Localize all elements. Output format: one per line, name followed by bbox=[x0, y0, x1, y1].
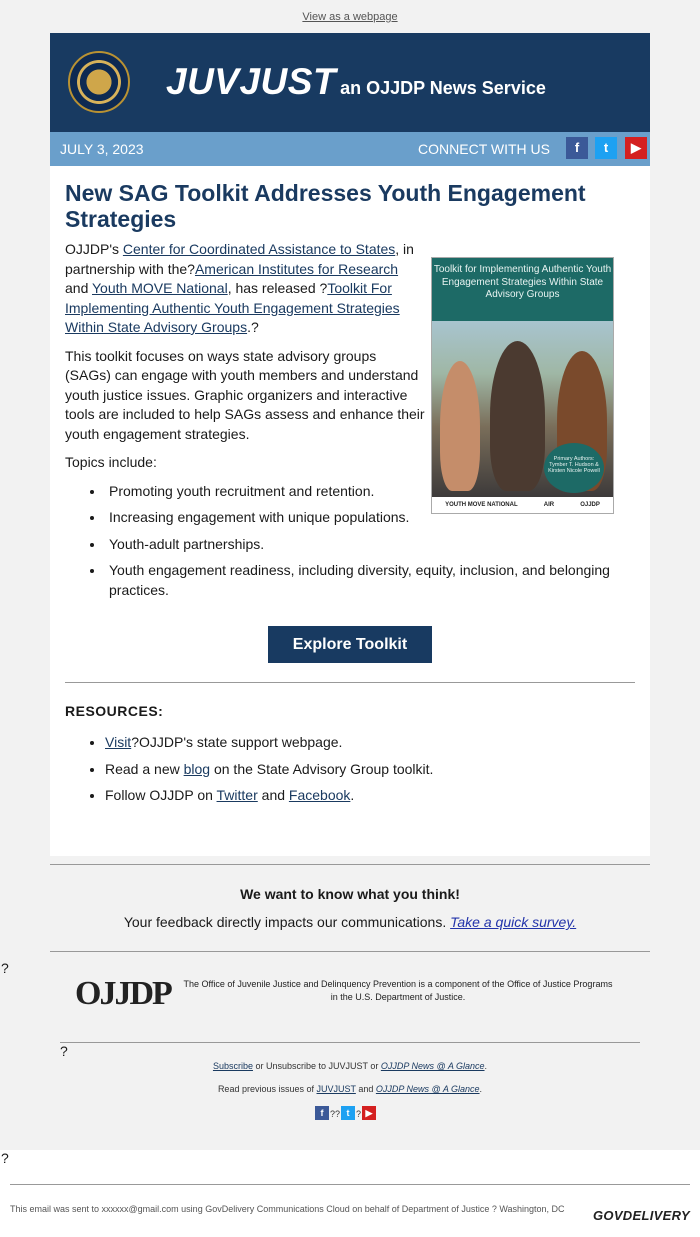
text: and bbox=[257, 787, 289, 803]
list-item bbox=[105, 760, 635, 780]
cover-title: Toolkit for Implementing Authentic Youth Engagement Strategies Within State Advisory Groups bbox=[432, 258, 613, 321]
text: .? bbox=[247, 319, 259, 335]
ojjdp-logo: OJJDP bbox=[75, 975, 171, 1012]
article-title: New SAG Toolkit Addresses Youth Engagement Strategies bbox=[65, 180, 586, 232]
cover-logo: OJJDP bbox=[580, 502, 600, 508]
article bbox=[50, 180, 650, 806]
facebook-link[interactable]: Facebook bbox=[288, 787, 351, 803]
brand-subtitle: an OJJDP News Service bbox=[340, 78, 546, 98]
survey-link[interactable]: Take a quick survey. bbox=[450, 914, 577, 930]
ccas-link[interactable]: Center for Coordinated Assistance to States bbox=[122, 241, 396, 257]
text: , in partnership with the? bbox=[65, 241, 414, 277]
divider bbox=[10, 1184, 690, 1185]
feedback-text bbox=[0, 914, 700, 930]
juvjust-archive-link[interactable]: JUVJUST bbox=[316, 1084, 356, 1094]
text: Read previous issues of bbox=[217, 1084, 317, 1094]
list-item bbox=[105, 733, 635, 753]
cover-person bbox=[490, 341, 545, 491]
cover-logo: AIR bbox=[543, 502, 555, 508]
subscribe-line bbox=[0, 1061, 700, 1071]
explore-toolkit-button[interactable]: Explore Toolkit bbox=[268, 626, 432, 663]
description-paragraph: This toolkit focuses on ways state advisory groups (SAGs) can engage with youth members and understand youth justice issues. Graphic organizers and interactive tools are included to help SAGs assess and enhance their youth engagement strategies. bbox=[65, 347, 425, 442]
doj-seal-icon bbox=[68, 51, 130, 113]
text: . bbox=[350, 787, 355, 803]
twitter-icon[interactable]: t bbox=[341, 1106, 355, 1120]
feedback-title: We want to know what you think! bbox=[240, 886, 460, 902]
text: and bbox=[355, 1084, 376, 1094]
divider bbox=[65, 682, 635, 683]
youth-move-link[interactable]: Youth MOVE National bbox=[92, 280, 228, 296]
toolkit-cover-image[interactable] bbox=[431, 257, 614, 514]
list-item: • Increasing engagement with unique populations. bbox=[105, 508, 645, 528]
divider bbox=[60, 1042, 640, 1043]
blog-link[interactable]: blog bbox=[183, 760, 211, 777]
list-item: • Promoting youth recruitment and retention. bbox=[105, 482, 645, 502]
text: . bbox=[479, 1084, 483, 1094]
brand-title: JUVJUST bbox=[166, 61, 337, 102]
date-bar bbox=[50, 132, 650, 166]
list-item: • Youth engagement readiness, including diversity, equity, inclusion, and belonging practices. bbox=[105, 561, 645, 600]
text: on the State Advisory Group toolkit. bbox=[210, 760, 434, 777]
youtube-icon[interactable]: ▶ bbox=[625, 137, 647, 159]
toolkit-link[interactable]: Toolkit For Implementing Authentic Youth Engagement Strategies Within State Advisory Groups bbox=[65, 280, 400, 335]
cover-logo: YOUTH MOVE NATIONAL bbox=[445, 502, 518, 508]
news-glance-archive-link[interactable]: OJJDP News @ A Glance bbox=[375, 1084, 480, 1094]
list-item bbox=[105, 786, 635, 806]
brand bbox=[166, 61, 546, 103]
header-banner bbox=[50, 33, 650, 132]
issue-date: JULY 3, 2023 bbox=[60, 141, 144, 157]
placeholder-char: ? bbox=[60, 1043, 68, 1059]
placeholder-char: ?? bbox=[330, 1109, 341, 1119]
cover-logos bbox=[432, 497, 613, 513]
text: or Unsubscribe to JUVJUST or bbox=[252, 1061, 381, 1071]
previous-issues-line bbox=[0, 1084, 700, 1094]
sent-notice: This email was sent to xxxxxx@gmail.com using GovDelivery Communications Cloud on behalf of Department of Justice ? Washington, DC bbox=[10, 1204, 565, 1214]
resources-list bbox=[65, 733, 635, 806]
text: OJJDP's bbox=[65, 241, 123, 257]
air-link[interactable]: American Institutes for Research bbox=[194, 260, 399, 277]
footer-band bbox=[0, 1150, 700, 1237]
twitter-icon[interactable]: t bbox=[595, 137, 617, 159]
placeholder-char: ? bbox=[356, 1109, 362, 1119]
subscribe-link[interactable]: Subscribe bbox=[212, 1061, 253, 1071]
text: Read a new bbox=[105, 760, 184, 777]
divider bbox=[50, 951, 650, 952]
twitter-link[interactable]: Twitter bbox=[216, 787, 258, 803]
news-glance-link[interactable]: OJJDP News @ A Glance bbox=[380, 1061, 485, 1071]
text: and bbox=[65, 280, 92, 296]
facebook-icon[interactable]: f bbox=[315, 1106, 329, 1120]
cover-person bbox=[440, 361, 480, 491]
view-as-webpage bbox=[0, 11, 700, 23]
ojjdp-description: The Office of Juvenile Justice and Delinquency Prevention is a component of the Office of Justice Programs in the U.S. Department of Justice. bbox=[183, 979, 613, 1002]
list-item: • Youth-adult partnerships. bbox=[105, 535, 645, 555]
resources-heading: RESOURCES: bbox=[65, 703, 164, 719]
intro-paragraph bbox=[65, 240, 425, 338]
placeholder-char: ? bbox=[1, 960, 9, 976]
text: . bbox=[484, 1061, 488, 1071]
visit-link[interactable]: Visit bbox=[105, 734, 132, 750]
connect-label: CONNECT WITH US bbox=[418, 141, 550, 157]
youtube-icon[interactable]: ▶ bbox=[362, 1106, 376, 1120]
topics-intro: Topics include: bbox=[65, 454, 157, 470]
placeholder-char: ? bbox=[1, 1150, 9, 1166]
text: , has released ? bbox=[227, 280, 328, 296]
text: Follow OJJDP on bbox=[105, 787, 217, 803]
view-as-webpage-link[interactable]: View as a webpage bbox=[302, 11, 398, 23]
text: ?OJJDP's state support webpage. bbox=[131, 734, 343, 750]
text: Your feedback directly impacts our communications. bbox=[123, 914, 451, 930]
facebook-icon[interactable]: f bbox=[566, 137, 588, 159]
cover-authors: Primary Authors: Tymber T. Hudson & Kirsten Nicole Powell bbox=[544, 443, 604, 493]
govdelivery-logo: GOVDELIVERY bbox=[593, 1208, 690, 1223]
newsletter-card bbox=[50, 33, 650, 856]
divider bbox=[50, 864, 650, 865]
